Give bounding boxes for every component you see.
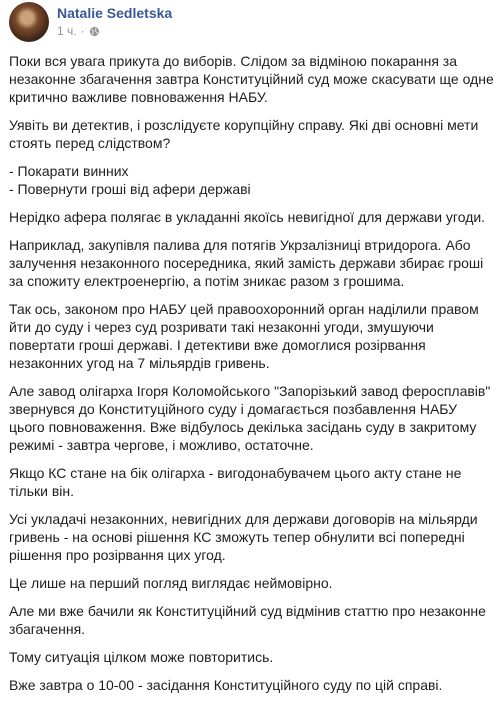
post-paragraph: Нерідко афера полягає в укладанні якоїсь невигідної для держави угоди.: [9, 209, 486, 225]
meta-separator: ·: [80, 24, 85, 38]
post-paragraph: Уявіть ви детектив, і розслідуєте корупційну справу. Які дві основні мети стоять перед слідством?: [9, 117, 479, 151]
post-paragraph: Тому ситуація цілком може повторитись.: [9, 649, 274, 665]
post-meta: [57, 2, 172, 39]
post-paragraph: Це лише на перший погляд виглядає неймовірно.: [9, 575, 333, 591]
post-content: [9, 52, 495, 704]
globe-icon[interactable]: [89, 26, 100, 37]
post-paragraph: Усі укладачі незаконних, невигідних для держави договорів на мільярди гривень - на основі рішення КС зможуть тепер обнулити всі попередні рішення про розірвання цих угод.: [9, 511, 478, 563]
author-avatar[interactable]: [9, 2, 49, 42]
post-paragraph: Вже завтра о 10-00 - засідання Конституційного суду по цій справі.: [9, 677, 443, 693]
post-paragraph: Але завод олігарха Ігоря Коломойського "Запорізький завод феросплавів" звернувся до Конституційного суду і домагається позбавлення НАБУ цього повноваження. Вже відбулось декілька засідань суду в закритому режимі - завтра чергове, і можливо, остаточне.: [9, 383, 491, 453]
post-header: [9, 2, 172, 44]
post-paragraph: - Покарати винних - Повернути гроші від афери державі: [9, 163, 251, 197]
post-paragraph: Але ми вже бачили як Конституційний суд відмінив статтю про незаконне збагачення.: [9, 603, 486, 637]
post-paragraph: Поки вся увага прикута до виборів. Слідом за відміною покарання за незаконне збагачення завтра Конституційний суд може скасувати ще одне критично важливе повноваження НАБУ.: [9, 53, 494, 105]
post-paragraph: Якщо КС стане на бік олігарха - вигодонабувачем цього акту стане не тільки він.: [9, 465, 462, 499]
post-time-row: [57, 24, 172, 39]
post-timestamp[interactable]: 1 ч.: [57, 24, 77, 38]
author-name[interactable]: Natalie Sedletska: [57, 5, 173, 21]
post-paragraph: Наприклад, закупівля палива для потягів Укрзалізниці втридорога. Або залучення незаконного посередника, який замість держави збирає гроші за спожиту електроенергію, а потім зникає разом з грошима.: [9, 237, 484, 289]
post-paragraph: Так ось, законом про НАБУ цей правоохоронний орган наділили правом йти до суду і через суд розривати такі незаконні угоди, змушуючи повертати гроші державі. І детективи вже домоглися розірвання незаконних угод на 7 мільярдів гривень.: [9, 301, 479, 371]
